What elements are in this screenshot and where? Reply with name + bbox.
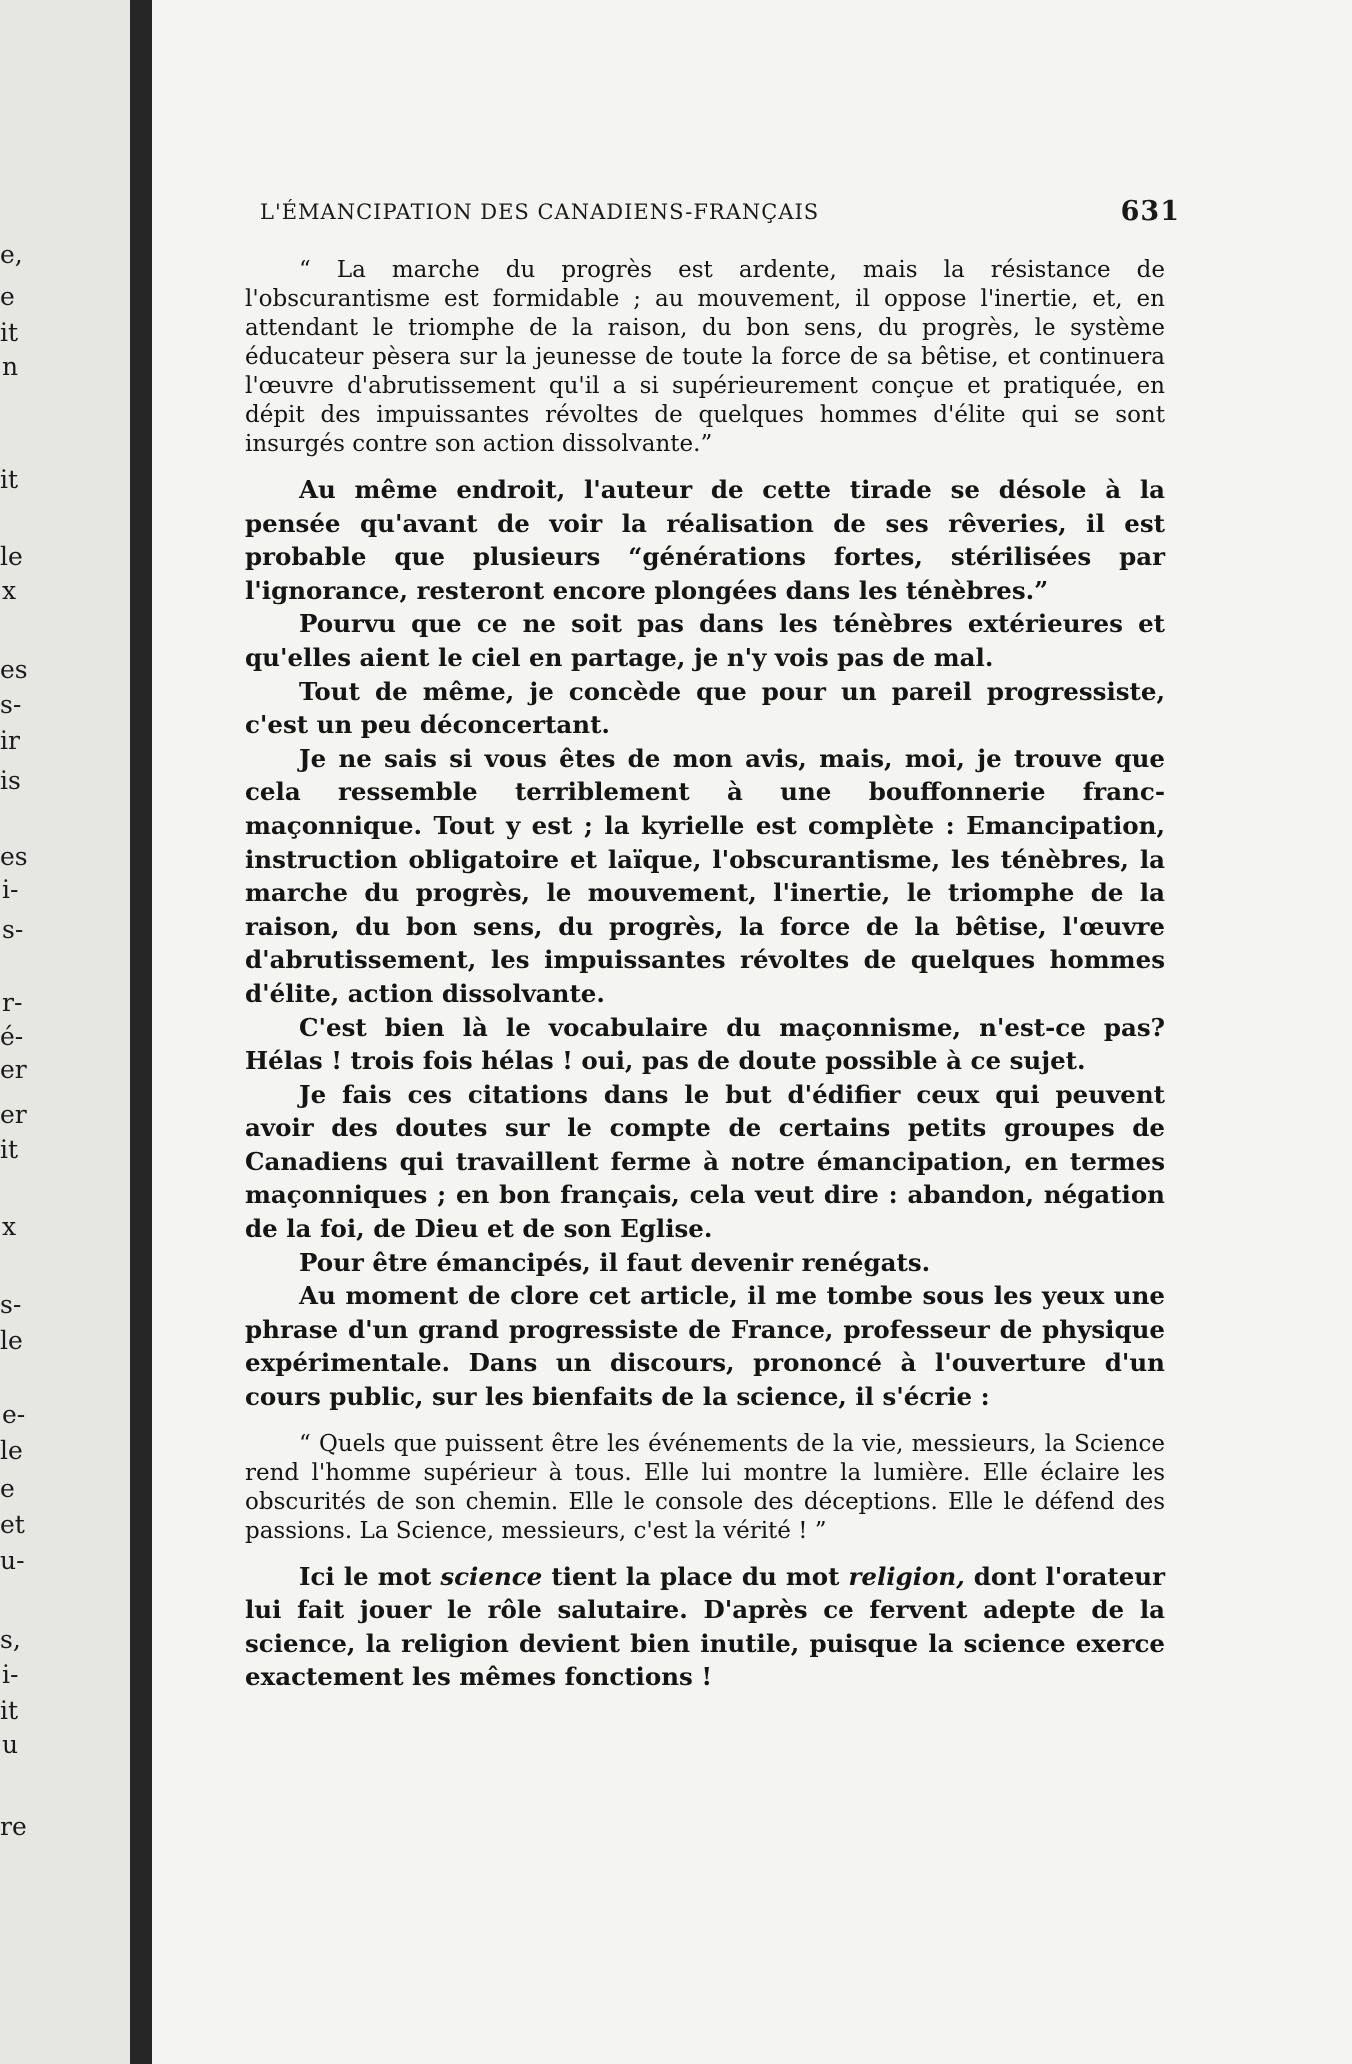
margin-fragment: e xyxy=(0,282,15,311)
margin-fragment: es xyxy=(0,655,28,684)
margin-fragment: r- xyxy=(2,988,23,1017)
margin-fragment: it xyxy=(0,465,19,494)
paragraph-final xyxy=(245,1560,1165,1694)
margin-fragment: et xyxy=(0,1510,25,1539)
margin-fragment: s, xyxy=(0,1625,21,1654)
margin-fragment: it xyxy=(0,1696,19,1725)
margin-fragment: le xyxy=(0,1436,23,1465)
margin-fragment: i- xyxy=(2,875,19,904)
margin-fragment: e xyxy=(0,1474,15,1503)
margin-fragment: i- xyxy=(2,1660,19,1689)
margin-fragment: is xyxy=(0,766,21,795)
paragraph-quote-2: “ Quels que puissent être les événements de la vie, messieurs, la Science rend l'homme supérieur à tous. Elle lui montre la lumière. Elle éclaire les obscurités de son chemin. Elle le console des déceptions. Elle le défend des passions. La Science, messieurs, c'est la vérité ! ” xyxy=(245,1430,1165,1544)
margin-fragment: u xyxy=(2,1730,19,1759)
margin-fragment: le xyxy=(0,542,23,571)
margin-fragment: ir xyxy=(0,726,20,755)
paragraph-quote-1: “ La marche du progrès est ardente, mais la résistance de l'obscurantisme est formidable ; au mouvement, il oppose l'inertie, et, en attendant le triomphe de la raison, du bon sens, du progrès, le système éducateur pèsera sur la jeunesse de toute la force de sa bêtise, et continuera l'œuvre d'abrutissement qu'il a si supérieurement conçue et pratiquée, en dépit des impuissantes révoltes de quelques hommes d'élite qui se sont insurgés contre son action dissolvante.” xyxy=(245,257,1165,457)
paragraph-5: Je ne sais si vous êtes de mon avis, mais, moi, je trouve que cela ressemble terriblement à une bouffonnerie franc-maçonnique. Tout y est ; la kyrielle est complète : Emancipation, instruction obligatoire et laïque, l'obscurantisme, les ténèbres, la marche du progrès, le mouvement, l'inertie, le triomphe de la raison, du bon sens, du progrès, la force de la bêtise, l'œuvre d'abrutissement, les impuissantes révoltes de quelques hommes d'élite, action dissolvante. xyxy=(245,743,1165,1008)
margin-fragment: er xyxy=(0,1055,27,1084)
margin-fragment: e- xyxy=(2,1400,26,1429)
margin-fragment: it xyxy=(0,318,19,347)
margin-fragment: it xyxy=(0,1135,19,1164)
margin-fragment: s- xyxy=(0,1290,22,1319)
final-part-1: Ici le mot xyxy=(299,1561,441,1591)
paragraph-7: Je fais ces citations dans le but d'édifier ceux qui peuvent avoir des doutes sur le compte de certains petits groupes de Canadiens qui travaillent ferme à notre émancipation, en termes maçonniques ; en bon français, cela veut dire : abandon, négation de la foi, de Dieu et de son Eglise. xyxy=(245,1079,1165,1244)
margin-fragment: es xyxy=(0,842,28,871)
paragraph-4: Tout de même, je concède que pour un pareil progressiste, c'est un peu déconcertant. xyxy=(245,676,1165,740)
margin-fragment: le xyxy=(0,1326,23,1355)
page-number: 631 xyxy=(1120,196,1180,227)
margin-fragment: é- xyxy=(0,1022,24,1051)
paragraph-2: Au même endroit, l'auteur de cette tirade se désole à la pensée qu'avant de voir la réalisation de ses rêveries, il est probable que plusieurs “générations fortes, stérilisées par l'ignorance, resteront encore plongées dans les ténèbres.” xyxy=(245,475,1165,605)
book-gutter xyxy=(130,0,152,2064)
margin-fragment: x xyxy=(2,1212,17,1241)
paragraph-8: Pour être émancipés, il faut devenir renégats. xyxy=(299,1247,931,1277)
margin-fragment: er xyxy=(0,1100,27,1129)
final-part-2: tient la place du mot xyxy=(542,1561,849,1591)
final-em-religion: religion, xyxy=(848,1561,965,1591)
page-body xyxy=(245,256,1165,1694)
margin-fragment: x xyxy=(2,576,17,605)
margin-fragment: s- xyxy=(2,915,24,944)
paragraph-3: Pourvu que ce ne soit pas dans les ténèbres extérieures et qu'elles aient le ciel en partage, je n'y vois pas de mal. xyxy=(245,609,1165,672)
margin-fragment: u- xyxy=(0,1546,25,1575)
final-em-science: science xyxy=(440,1561,543,1591)
running-head-title: L'ÉMANCIPATION DES CANADIENS-FRANÇAIS xyxy=(260,200,820,224)
paragraph-9: Au moment de clore cet article, il me tombe sous les yeux une phrase d'un grand progressiste de France, professeur de physique expérimentale. Dans un discours, prononcé à l'ouverture d'un cours public, sur les bienfaits de la science, il s'écrie : xyxy=(245,1281,1165,1412)
paragraph-6: C'est bien là le vocabulaire du maçonnisme, n'est-ce pas? Hélas ! trois fois hélas ! oui, pas de doute possible à ce sujet. xyxy=(245,1012,1165,1076)
margin-fragment: s- xyxy=(0,690,22,719)
final-part-3: dont l'orateur lui fait jouer le rôle salutaire. D'après ce fervent adepte de la science, la religion devient bien inutile, puisque la science exerce exactement les mêmes fonctions ! xyxy=(245,1561,1166,1692)
running-head xyxy=(260,196,1180,227)
margin-fragment: e, xyxy=(0,240,23,269)
facing-page-edge xyxy=(0,0,130,2064)
margin-fragment: n xyxy=(2,352,19,381)
margin-fragment: re xyxy=(0,1812,27,1841)
